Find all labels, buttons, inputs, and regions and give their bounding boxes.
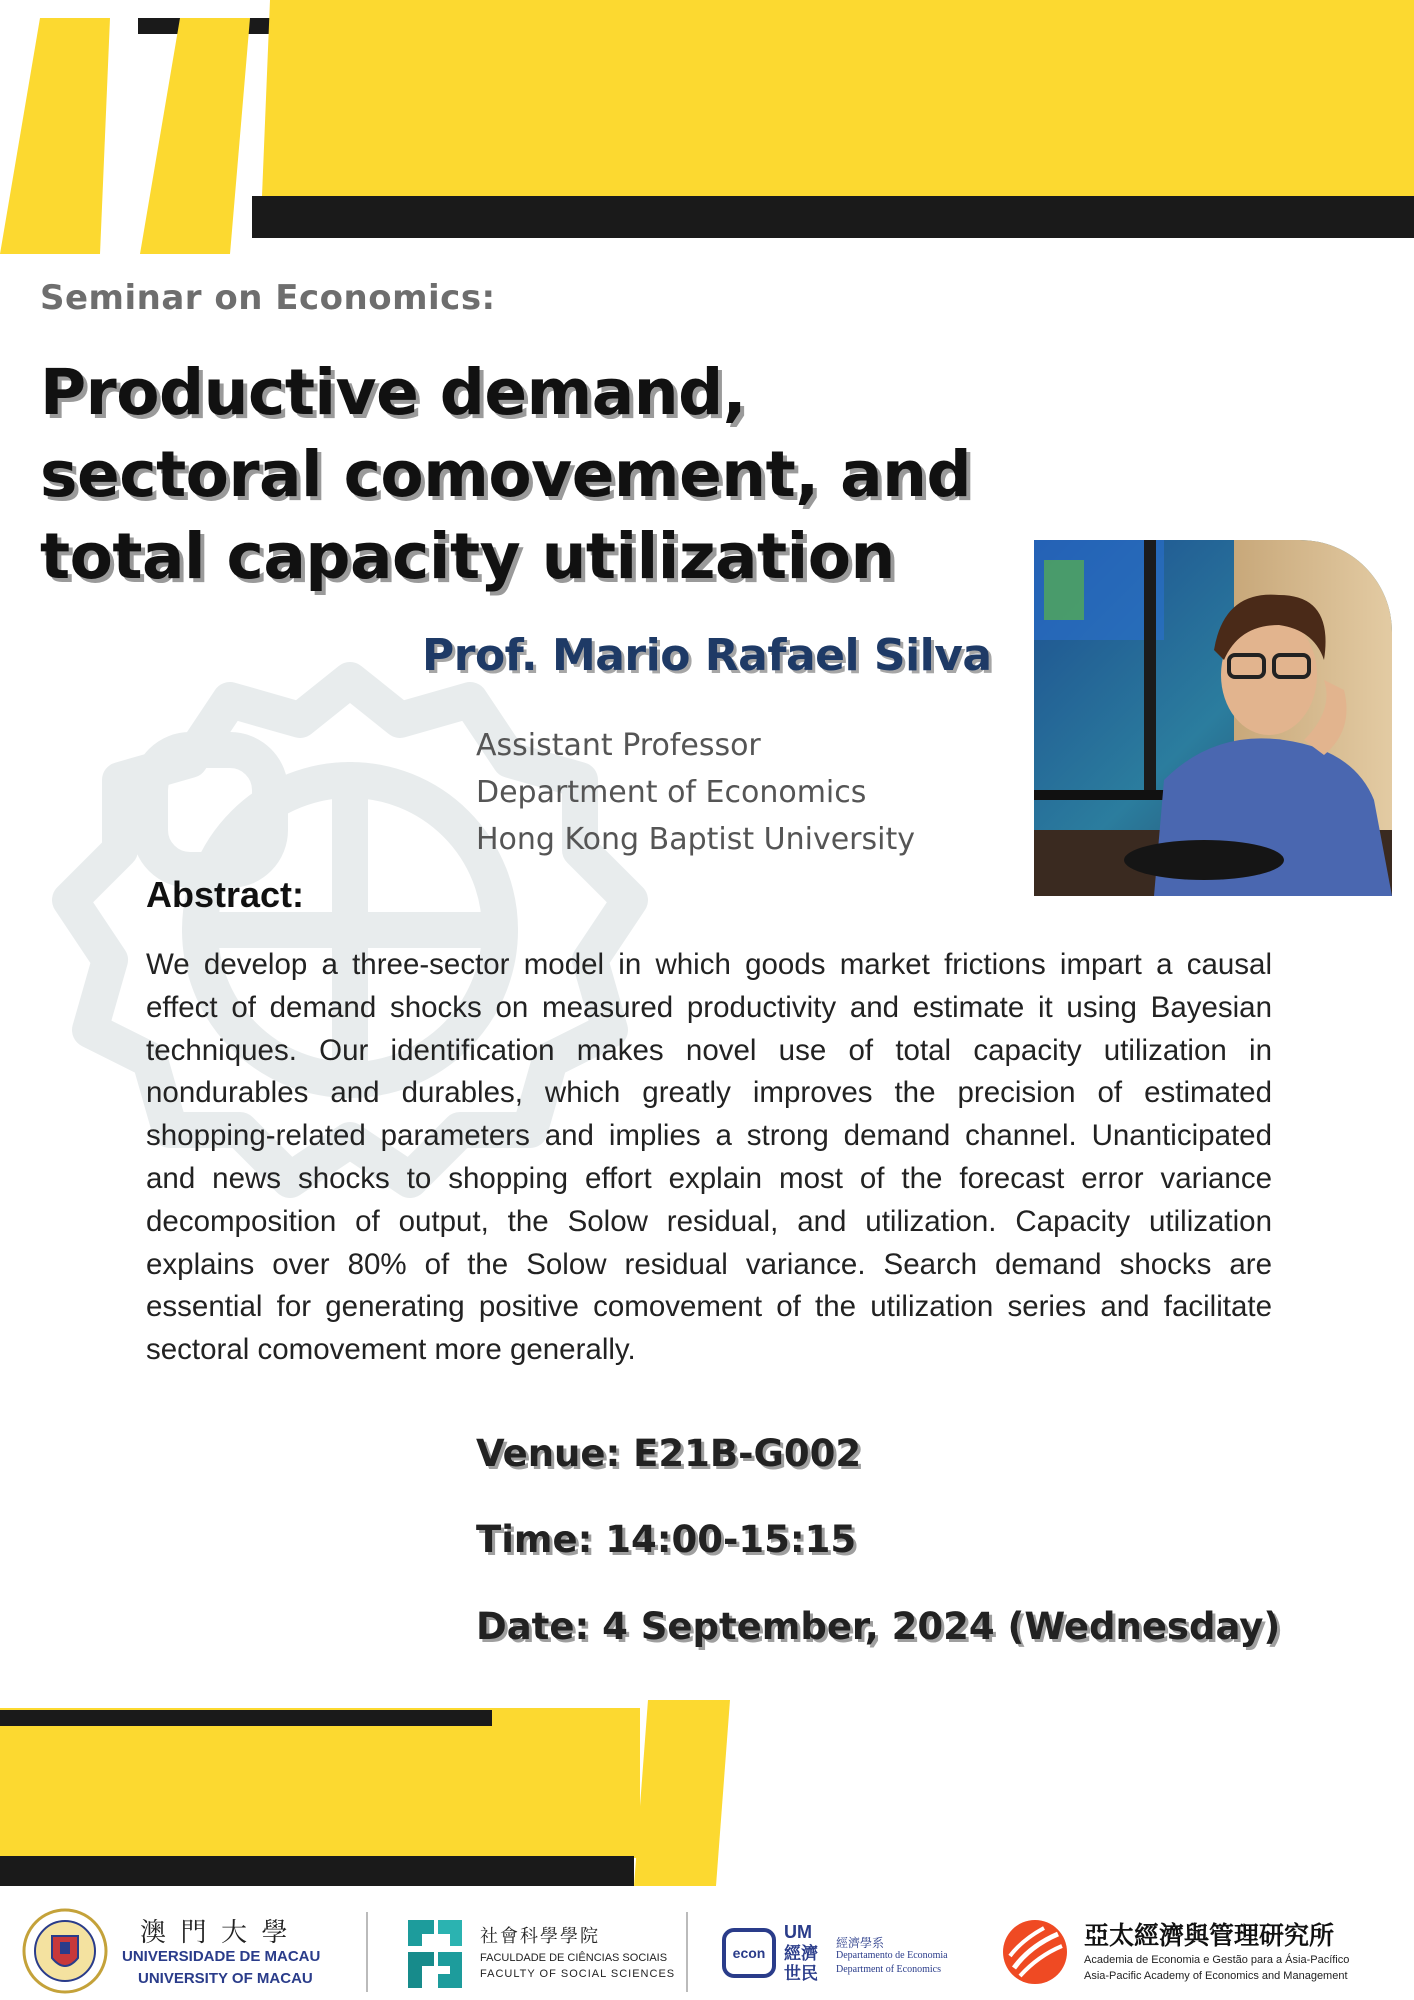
title-line-2: sectoral comovement, and bbox=[40, 438, 972, 511]
bottom-black-band bbox=[0, 1856, 634, 1886]
apaem-name-cn: 亞太經濟與管理研究所 bbox=[1084, 1923, 1335, 1950]
econ-cn-side: 經濟世民 bbox=[784, 1944, 818, 1983]
fss-logo bbox=[404, 1910, 704, 1996]
um-logo bbox=[22, 1908, 362, 1994]
fss-name-en: FACULTY OF SOCIAL SCIENCES bbox=[480, 1968, 676, 1980]
top-yellow-band bbox=[326, 0, 1414, 196]
econ-logo bbox=[722, 1910, 982, 1996]
bottom-black-stripe-top bbox=[0, 1710, 492, 1726]
econ-dept-pt: Departamento de Economia bbox=[836, 1950, 948, 1961]
econ-um-label: UM bbox=[784, 1922, 812, 1942]
econ-badge-text: econ bbox=[732, 1945, 766, 1961]
um-crest-icon bbox=[22, 1908, 108, 1994]
speaker-department: Department of Economics bbox=[476, 775, 867, 810]
apaem-name-pt: Academia de Economia e Gestão para a Ásia-Pacífico bbox=[1084, 1954, 1350, 1966]
event-date: Date: 4 September, 2024 (Wednesday) bbox=[476, 1605, 1281, 1648]
title-line-1: Productive demand, bbox=[40, 356, 747, 429]
fss-mark-icon bbox=[404, 1916, 466, 1992]
bottom-yellow-slants bbox=[600, 1700, 730, 1890]
apaem-logo bbox=[1000, 1910, 1410, 1996]
apaem-name-en: Asia-Pacific Academy of Economics and Management bbox=[1084, 1970, 1348, 1982]
fss-name-cn: 社會科學學院 bbox=[480, 1926, 600, 1946]
speaker-name: Prof. Mario Rafael Silva bbox=[422, 630, 992, 681]
um-name-en: UNIVERSITY OF MACAU bbox=[138, 1970, 313, 1987]
speaker-position: Assistant Professor bbox=[476, 728, 761, 763]
footer-divider-1 bbox=[366, 1912, 368, 1992]
econ-badge bbox=[722, 1928, 776, 1978]
abstract-text: We develop a three-sector model in which goods market frictions impart a causal effect of demand shocks on measured productivity and estimate it using Bayesian techniques. Our identification makes novel use of total capacity utilization in nondurables and durables, which greatly improves the precision of estimated shopping-related parameters and implies a strong demand channel. Unanticipated and news shocks to shopping effort explain most of the forecast error variance decomposition of output, the Solow residual, and utilization. Capacity utilization explains over 80% of the Solow residual variance. Search demand shocks are essential for generating positive comovement of the utilization series and facilitate sectoral comovement more generally. bbox=[146, 948, 1272, 1367]
speaker-affiliation bbox=[476, 722, 915, 863]
top-yellow-slants bbox=[0, 0, 360, 260]
bottom-yellow-band bbox=[0, 1708, 640, 1858]
title-line-3: total capacity utilization bbox=[40, 520, 895, 593]
apaem-mark-icon bbox=[1000, 1916, 1070, 1988]
speaker-photo bbox=[1034, 540, 1392, 896]
event-time: Time: 14:00-15:15 bbox=[476, 1518, 857, 1561]
footer-divider-2 bbox=[686, 1912, 688, 1992]
abstract-heading: Abstract: bbox=[146, 874, 305, 915]
seminar-series-label: Seminar on Economics: bbox=[40, 278, 496, 318]
fss-name-pt: FACULDADE DE CIÊNCIAS SOCIAIS bbox=[480, 1952, 668, 1964]
event-venue: Venue: E21B-G002 bbox=[476, 1432, 862, 1475]
speaker-university: Hong Kong Baptist University bbox=[476, 822, 915, 857]
econ-dept-cn: 經濟學系 bbox=[836, 1936, 885, 1950]
um-name-cn: 澳 門 大 學 bbox=[140, 1918, 292, 1947]
um-name-pt: UNIVERSIDADE DE MACAU bbox=[122, 1948, 321, 1965]
top-black-band bbox=[252, 196, 1414, 238]
page-title bbox=[40, 352, 1040, 598]
econ-dept-en: Department of Economics bbox=[836, 1964, 941, 1975]
